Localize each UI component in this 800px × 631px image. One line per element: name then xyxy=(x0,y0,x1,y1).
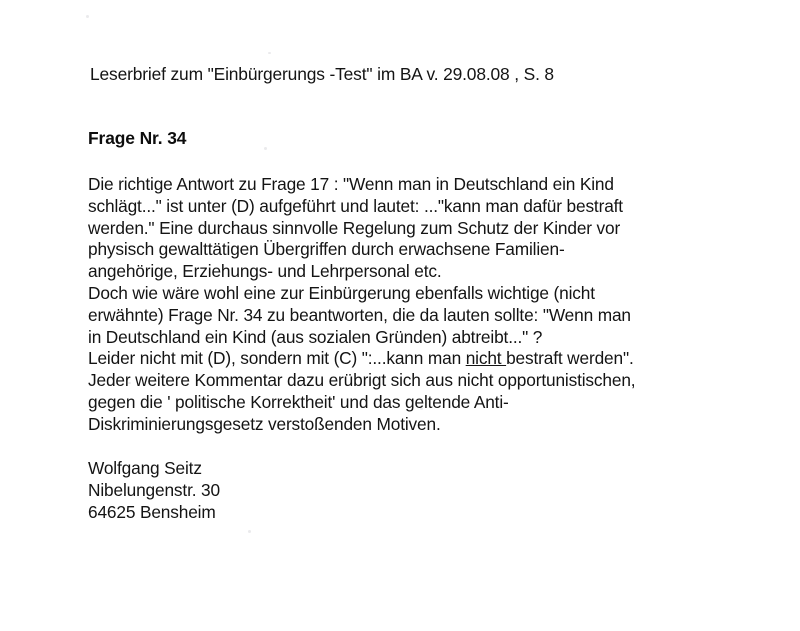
letter-reference-header: Leserbrief zum "Einbürgerungs -Test" im BA v. 29.08.08 , S. 8 xyxy=(90,64,554,84)
letter-subject-heading: Frage Nr. 34 xyxy=(88,128,187,148)
emphasis-line-prefix: Leider nicht mit (D), sondern mit (C) ":...kann man xyxy=(88,348,466,369)
scan-speckle xyxy=(268,52,271,54)
body-line: erwähnte) Frage Nr. 34 zu beantworten, die da lauten sollte: "Wenn man xyxy=(88,304,631,325)
body-line: in Deutschland ein Kind (aus sozialen Gründen) abtreibt..." ? xyxy=(88,326,543,347)
body-line: physisch gewalttätigen Übergriffen durch erwachsene Familien- xyxy=(88,239,565,260)
signature-name: Wolfgang Seitz xyxy=(88,458,202,478)
body-line: Die richtige Antwort zu Frage 17 : "Wenn man in Deutschland ein Kind xyxy=(88,174,614,194)
body-line: Diskriminierungsgesetz verstoßenden Motiven. xyxy=(88,413,441,434)
letter-body xyxy=(88,174,728,436)
signature-block xyxy=(88,458,220,523)
body-line: Doch wie wäre wohl eine zur Einbürgerung ebenfalls wichtige (nicht xyxy=(88,282,595,303)
scan-speckle xyxy=(86,15,89,18)
scan-speckle xyxy=(264,147,267,150)
emphasis-line-underlined-word: nicht xyxy=(465,348,507,369)
signature-city: 64625 Bensheim xyxy=(88,501,216,522)
body-line: schlägt..." ist unter (D) aufgeführt und lautet: ..."kann man dafür bestraft xyxy=(88,195,623,216)
body-line: angehörige, Erziehungs- und Lehrpersonal etc. xyxy=(88,261,442,282)
body-line: werden." Eine durchaus sinnvolle Regelung zum Schutz der Kinder vor xyxy=(88,217,621,238)
emphasis-line-suffix: bestraft werden". xyxy=(506,348,634,369)
body-line: Jeder weitere Kommentar dazu erübrigt sich aus nicht opportunistischen, xyxy=(88,370,636,391)
body-line: gegen die ' politische Korrektheit' und das geltende Anti- xyxy=(88,391,509,412)
scan-speckle xyxy=(248,530,251,533)
signature-street: Nibelungenstr. 30 xyxy=(88,479,220,500)
body-line-with-emphasis xyxy=(88,348,728,370)
